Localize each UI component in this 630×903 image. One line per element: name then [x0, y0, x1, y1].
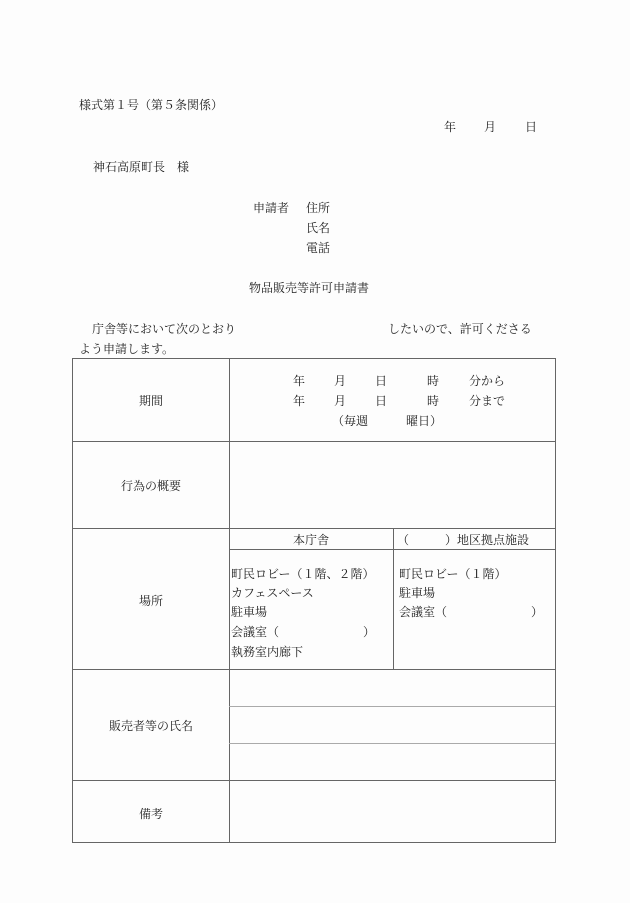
date-month: 月 [484, 120, 497, 134]
location-label: 場所 [138, 594, 163, 608]
application-table [72, 358, 556, 843]
date-day: 日 [525, 120, 538, 134]
body-line2: よう申請します。 [79, 342, 175, 356]
summary-field[interactable] [230, 442, 555, 528]
period-weekly-open: （毎週 [332, 414, 369, 428]
period-from-day: 日 [375, 374, 388, 388]
main-building-item: 町民ロビー（１階、２階） [231, 567, 375, 581]
district-facility-header: （ ）地区拠点施設 [397, 533, 530, 547]
summary-label: 行為の概要 [120, 479, 181, 493]
seller-names-label: 販売者等の氏名 [108, 719, 193, 733]
applicant-label: 申請者 [253, 201, 290, 215]
remarks-field[interactable] [230, 781, 555, 842]
period-label: 期間 [138, 394, 163, 408]
period-to-month: 月 [334, 394, 347, 408]
addressee: 神石高原町長 様 [93, 160, 190, 174]
period-to-minute: 分まで [469, 394, 506, 408]
district-facility-item: 会議室（ ） [399, 605, 544, 619]
row-divider-summary [73, 528, 555, 529]
applicant-name-label: 氏名 [306, 221, 331, 235]
location-column-divider [393, 528, 394, 669]
main-building-item: 駐車場 [231, 605, 268, 619]
period-from-hour: 時 [427, 374, 440, 388]
period-to-hour: 時 [427, 394, 440, 408]
date-year: 年 [444, 120, 457, 134]
seller-name-field-1[interactable] [230, 670, 555, 706]
district-facility-item: 町民ロビー（１階） [399, 567, 507, 581]
period-to-day: 日 [375, 394, 388, 408]
form-number: 様式第１号（第５条関係） [79, 98, 224, 112]
main-building-item: カフェスペース [231, 586, 314, 600]
document-title: 物品販売等許可申請書 [249, 281, 370, 295]
remarks-label: 備考 [138, 807, 163, 821]
applicant-address-label: 住所 [306, 201, 331, 215]
location-header-divider [229, 549, 555, 550]
district-facility-item: 駐車場 [399, 586, 436, 600]
period-from-month: 月 [334, 374, 347, 388]
seller-name-field-3[interactable] [230, 744, 555, 780]
period-to-year: 年 [293, 394, 306, 408]
seller-name-field-2[interactable] [230, 707, 555, 743]
body-line1-right: したいので、許可くださる [388, 322, 532, 336]
period-from-year: 年 [293, 374, 306, 388]
period-weekly-close: 曜日） [406, 414, 443, 428]
period-from-minute: 分から [469, 374, 506, 388]
applicant-phone-label: 電話 [306, 241, 331, 255]
main-building-header: 本庁舎 [292, 533, 329, 547]
body-line1-left: 庁舎等において次のとおり [92, 322, 237, 336]
main-building-item: 会議室（ ） [231, 625, 376, 639]
main-building-item: 執務室内廊下 [231, 645, 304, 659]
